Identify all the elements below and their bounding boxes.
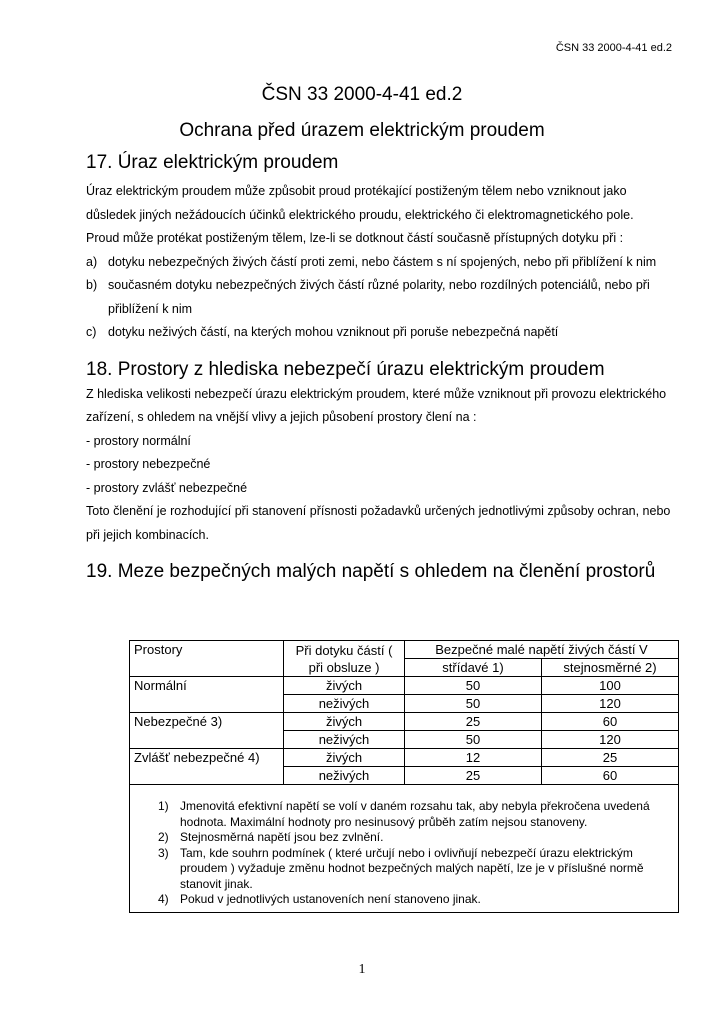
section-18-heading: 18. Prostory z hlediska nebezpečí úrazu elektrickým proudem xyxy=(86,358,605,380)
voltage-limits-table xyxy=(129,640,679,913)
space-cell: Nebezpečné 3) xyxy=(130,713,284,749)
part-cell: živých xyxy=(284,749,405,767)
list-item-text: současném dotyku nebezpečných živých částí různé polarity, nebo rozdílných potenciálů, nebo při přiblížení k nim xyxy=(108,278,650,316)
footnote-number: 2) xyxy=(158,830,169,844)
footnote xyxy=(158,830,670,846)
footnote-text: Stejnosměrná napětí jsou bez zvlnění. xyxy=(180,830,384,844)
footnote-text: Jmenovitá efektivní napětí se volí v daném rozsahu tak, aby nebyla překročena uvedená hodnota. Maximální hodnoty pro nesinusový průběh zatím nejsou stanoveny. xyxy=(180,799,650,829)
dc-cell: 25 xyxy=(542,749,679,767)
ac-cell: 50 xyxy=(405,731,542,749)
section-19-heading: 19. Meze bezpečných malých napětí s ohledem na členění prostorů xyxy=(86,561,656,582)
footnote-number: 3) xyxy=(158,845,169,860)
table-wrapper xyxy=(86,640,679,913)
list-item xyxy=(86,251,676,275)
table-row xyxy=(130,677,679,695)
table-header-row xyxy=(130,641,679,659)
list-item: - prostory normální xyxy=(86,433,191,448)
footnote-number: 1) xyxy=(158,799,169,813)
dc-cell: 100 xyxy=(542,677,679,695)
table-notes-row xyxy=(130,785,679,913)
part-cell: živých xyxy=(284,677,405,695)
section-18-paragraph-1: Z hlediska velikosti nebezpečí úrazu elektrickým proudem, které může vzniknout při provozu elektrického zařízení, s ohledem na vnější vlivy a jejich působení prostory člení na : xyxy=(86,386,667,424)
page-number: 1 xyxy=(358,962,366,977)
dc-cell: 120 xyxy=(542,731,679,749)
space-cell: Zvlášť nebezpečné 4) xyxy=(130,749,284,785)
footnote xyxy=(158,799,670,830)
ac-cell: 50 xyxy=(405,677,542,695)
section-18-paragraph-2: Toto členění je rozhodující při stanovení přísnosti požadavků určených jednotlivými způsoby ochran, nebo při jejich kombinacích. xyxy=(86,504,671,542)
footnote xyxy=(158,892,670,908)
part-cell: živých xyxy=(284,713,405,731)
header-reference: ČSN 33 2000-4-41 ed.2 xyxy=(555,42,672,54)
space-cell: Normální xyxy=(130,677,284,713)
part-cell: neživých xyxy=(284,731,405,749)
footnote-number: 4) xyxy=(158,892,169,906)
dc-cell: 120 xyxy=(542,695,679,713)
header-ac: střídavé 1) xyxy=(405,659,542,677)
header-spaces: Prostory xyxy=(130,641,284,677)
list-marker: a) xyxy=(86,254,98,269)
ac-cell: 12 xyxy=(405,749,542,767)
ac-cell: 25 xyxy=(405,713,542,731)
list-item: - prostory nebezpečné xyxy=(86,457,211,471)
footnote-text: Tam, kde souhrn podmínek ( které určují nebo i ovlivňují nebezpečí úrazu elektrickým proudem ) vyžaduje změnu hodnot bezpečných malých napětí, lze je v příslušné normě stanovit jinak. xyxy=(180,845,644,891)
list-marker: c) xyxy=(86,325,97,339)
header-dc: stejnosměrné 2) xyxy=(542,659,679,677)
section-17-heading: 17. Úraz elektrickým proudem xyxy=(86,152,339,173)
list-marker: b) xyxy=(86,278,98,292)
dc-cell: 60 xyxy=(542,767,679,785)
ac-cell: 25 xyxy=(405,767,542,785)
notes-cell xyxy=(130,785,679,913)
list-item xyxy=(86,274,676,321)
table-row xyxy=(130,749,679,767)
list-item-text: dotyku neživých částí, na kterých mohou vzniknout při poruše nebezpečná napětí xyxy=(108,325,559,339)
section-17-list xyxy=(86,251,676,345)
header-voltage: Bezpečné malé napětí živých částí V xyxy=(405,641,679,659)
section-17-paragraph-1: Úraz elektrickým proudem může způsobit proud protékající postiženým tělem nebo vzniknout jako důsledek jiných nežádoucích účinků elektrického proudu, elektrického či elektromagnetického pole. xyxy=(86,184,634,222)
document-title: ČSN 33 2000-4-41 ed.2 xyxy=(261,84,463,105)
list-item-text: dotyku nebezpečných živých částí proti zemi, nebo částem s ní spojených, nebo při přiblížení k nim xyxy=(108,254,657,269)
footnote xyxy=(158,846,670,893)
footnote-text: Pokud v jednotlivých ustanoveních není stanoveno jinak. xyxy=(180,892,481,906)
header-touch: Při dotyku částí ( při obsluze ) xyxy=(284,641,405,677)
list-item: - prostory zvlášť nebezpečné xyxy=(86,480,248,495)
section-17-paragraph-2: Proud může protékat postiženým tělem, lze-li se dotknout částí současně přístupných dotyku při : xyxy=(86,231,624,245)
footnotes-list xyxy=(130,785,678,912)
table-row xyxy=(130,713,679,731)
list-item xyxy=(86,321,676,345)
part-cell: neživých xyxy=(284,767,405,785)
part-cell: neživých xyxy=(284,695,405,713)
document-subtitle: Ochrana před úrazem elektrickým proudem xyxy=(179,120,545,141)
dc-cell: 60 xyxy=(542,713,679,731)
document-body xyxy=(86,150,676,591)
ac-cell: 50 xyxy=(405,695,542,713)
